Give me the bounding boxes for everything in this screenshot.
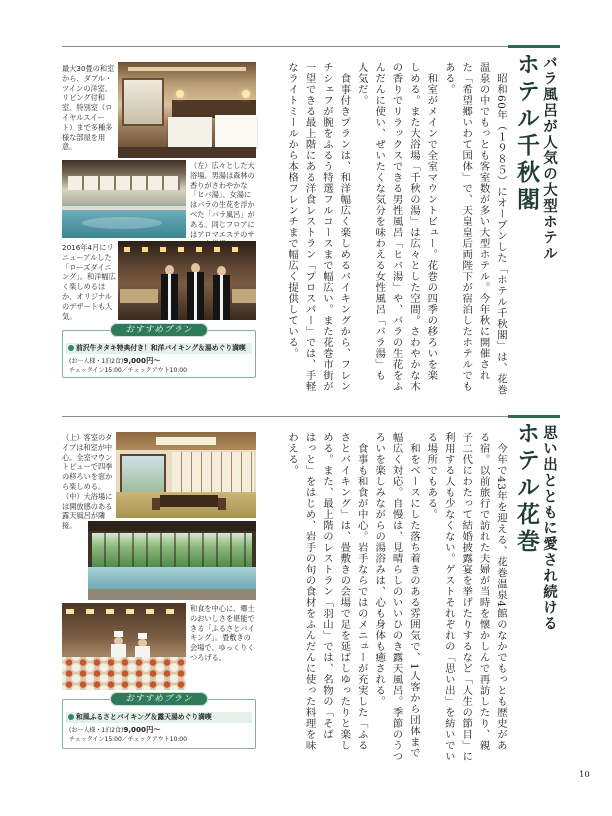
photo-caption: 和食を中心に、郷土のおいしさを堪能できる「ふるさとバイキング」。畳敷きの会場で、ゆっくりくつろげる。 xyxy=(190,604,255,662)
photo-caption: （上）客室のタイプは和室が中心。全室マウントビューで四季の移ろいを窓から楽しめる。（中）大浴場には開放感のある露天風呂が隣接。 xyxy=(62,433,113,531)
body-column: 和室がメインで全室マウントビュー。花巻の四季の移ろいを楽 xyxy=(425,73,438,381)
body-column: 子二代にわたって結婚披露宴を挙げたりするなど「人生の節目」に xyxy=(460,432,473,762)
roof-beam xyxy=(88,521,256,531)
stone-edge xyxy=(88,589,256,600)
staff-body xyxy=(161,274,178,320)
section-divider xyxy=(62,416,560,417)
article-body xyxy=(280,432,509,766)
window xyxy=(120,454,166,494)
section-divider xyxy=(62,46,560,47)
body-column: はっと」をはじめ、岩手の旬の食材をふんだんに使った料理を味 xyxy=(303,432,316,751)
body-column: 昭和60年（１９８５）にオープンした「ホテル千秋閣」は、花巻 xyxy=(495,73,507,396)
food-counter xyxy=(62,657,186,690)
bath-water xyxy=(88,567,256,590)
recommended-plan-badge: おすすめプラン xyxy=(110,692,208,706)
body-column: る宿。以前旅行で訪れた夫婦が当時を懐かしんで再訪したり、親 xyxy=(477,432,490,751)
lamp xyxy=(176,90,184,98)
article-title: ホテル花巻 xyxy=(513,421,540,556)
bath-edge xyxy=(62,206,186,210)
plan-checkin-hours: チェックイン15:00／チェックアウト10:00 xyxy=(69,367,187,374)
floor-chair xyxy=(218,498,226,510)
plan-price-note: (お一人様・1泊2食) xyxy=(69,727,124,734)
bed xyxy=(168,117,212,147)
plan-title: 和風ふるさとバイキング＆露天湯めぐり満喫 xyxy=(76,713,212,721)
ceiling-lights xyxy=(124,247,250,252)
page-number: 10 xyxy=(579,770,590,780)
ceiling-lights xyxy=(66,609,182,614)
staff-body xyxy=(187,272,204,320)
shoji-screen xyxy=(172,452,254,492)
plan-title-row xyxy=(66,712,252,723)
photo-caption: 2016年4月にリニューアルした「ローズダイニング」。和洋幅広く楽しめるほか、オリジナルのデザートも人気。 xyxy=(62,243,116,321)
section-divider-accent xyxy=(508,45,560,48)
article-subtitle: バラ風呂が人気の大型ホテル xyxy=(541,55,558,262)
body-column: ある。 xyxy=(442,62,455,95)
recommended-plan-box xyxy=(62,325,256,378)
recommended-plan-badge: おすすめプラン xyxy=(110,323,208,337)
ceiling-light xyxy=(156,437,216,445)
plan-price: 9,000円〜 xyxy=(123,356,161,365)
plan-title-row xyxy=(66,343,252,354)
bullet-icon xyxy=(68,714,74,720)
section-divider-accent xyxy=(508,415,560,418)
tree-trunks xyxy=(92,533,252,567)
water-reflection xyxy=(82,217,162,229)
article-body xyxy=(280,62,509,396)
ceiling-light xyxy=(128,67,246,71)
body-column: た「希望郷いわて国体」で、天皇皇后両陛下が宿泊したホテルでも xyxy=(460,62,473,392)
article-title: ホテル千秋閣 xyxy=(513,52,540,214)
buffet-counter xyxy=(120,289,158,303)
body-column: さとバイキング」は、畳敷きの会場で足を延ばしゆったりと楽し xyxy=(338,432,351,751)
body-column: る場所でもある。 xyxy=(425,432,438,520)
body-column: 人気だ。 xyxy=(355,62,368,106)
body-column: 和をベースにした落ち着きのある雰囲気で、1人客から団体まで xyxy=(407,443,420,759)
photo-japanese-room xyxy=(116,432,256,518)
photo-restaurant xyxy=(118,241,256,320)
plan-price-row xyxy=(69,725,160,735)
window-band xyxy=(68,176,180,190)
body-column: しめる。また大浴場「千秋の湯」は広々とした空間。さわやかな木 xyxy=(407,62,420,392)
photo-large-bath xyxy=(62,160,186,238)
body-column: チシェフが腕をふるう特選フルコースまで幅広い。また花巻市街が xyxy=(320,62,333,392)
body-column: 食事付きプランは、和洋幅広く楽しめるバイキングから、フレン xyxy=(338,73,351,392)
photo-guest-room xyxy=(118,62,256,158)
photo-caption: （左）広々とした大浴場。男湯は森林の香りがさわやかな「ヒバ湯」、女湯にはバラの生花を浮かべた「バラ風呂」がある。同じフロアにはアロマエステのサ xyxy=(190,161,255,239)
body-column: 今年で43年を迎える、花巻温泉4館のなかでもっとも歴史があ xyxy=(495,443,507,751)
floor xyxy=(118,147,256,158)
recommended-plan-box xyxy=(62,694,256,749)
body-column: んだんに使い、ぜいたくな気分を味わえる女性風呂「バラ湯」も xyxy=(373,62,386,381)
body-column: の香りでリラックスできる男性風呂「ヒバ湯」や、バラの生花をふ xyxy=(390,62,403,392)
staff-body xyxy=(213,275,230,320)
plan-title: 前沢牛タタキ特典付き！和洋バイキング＆湯めぐり満喫 xyxy=(76,344,246,352)
plan-price-note: (お一人様・1泊2食) xyxy=(69,358,124,365)
chef-body xyxy=(111,644,126,658)
body-column: わえる。 xyxy=(286,432,299,476)
plan-price-row xyxy=(69,356,160,366)
body-column: 一望できる最上階にある洋食レストラン「プロスパー」では、手軽 xyxy=(303,62,316,392)
bullet-icon xyxy=(68,345,74,351)
body-column: ろいを楽しみながらの湯浴みは、心も身体も癒される。 xyxy=(373,432,386,707)
low-table xyxy=(160,495,218,507)
floor-chair xyxy=(152,498,160,510)
plan-price: 9,000円〜 xyxy=(123,725,161,734)
photo-buffet xyxy=(62,603,186,690)
buffet-counter xyxy=(232,289,256,303)
plan-checkin-hours: チェックイン15:00／チェックアウト10:00 xyxy=(69,736,187,743)
body-column: 利用する人も少なくない。ゲストそれぞれの「思い出」を紡いでい xyxy=(442,432,455,762)
bed xyxy=(215,115,257,147)
body-column: 食事も和食が中心。岩手ならではのメニューが充実した「ふる xyxy=(355,443,368,751)
photo-open-air-bath xyxy=(88,521,256,600)
window xyxy=(122,78,164,126)
article-subtitle: 思い出とともに愛され続ける xyxy=(541,425,558,632)
body-column: 幅広く対応。自慢は、見晴らしのいいひのき露天風呂。季節のうつ xyxy=(390,432,403,762)
photo-caption: 最大30畳の和室から、ダブル・ツインの洋室、リビング付和室、特別室（ロイヤルスイート）まで多種多様な部屋を用意。 xyxy=(62,64,115,152)
lamp xyxy=(242,90,250,98)
body-column: なライトミールから本格フレンチまで幅広く提供している。 xyxy=(286,62,299,359)
body-column: める。また、最上階のレストラン「羽山」では、名物の「そば xyxy=(320,432,333,740)
body-column: 温泉の中でもっとも客室数が多い大型ホテル。今年秋に開催され xyxy=(477,62,490,381)
